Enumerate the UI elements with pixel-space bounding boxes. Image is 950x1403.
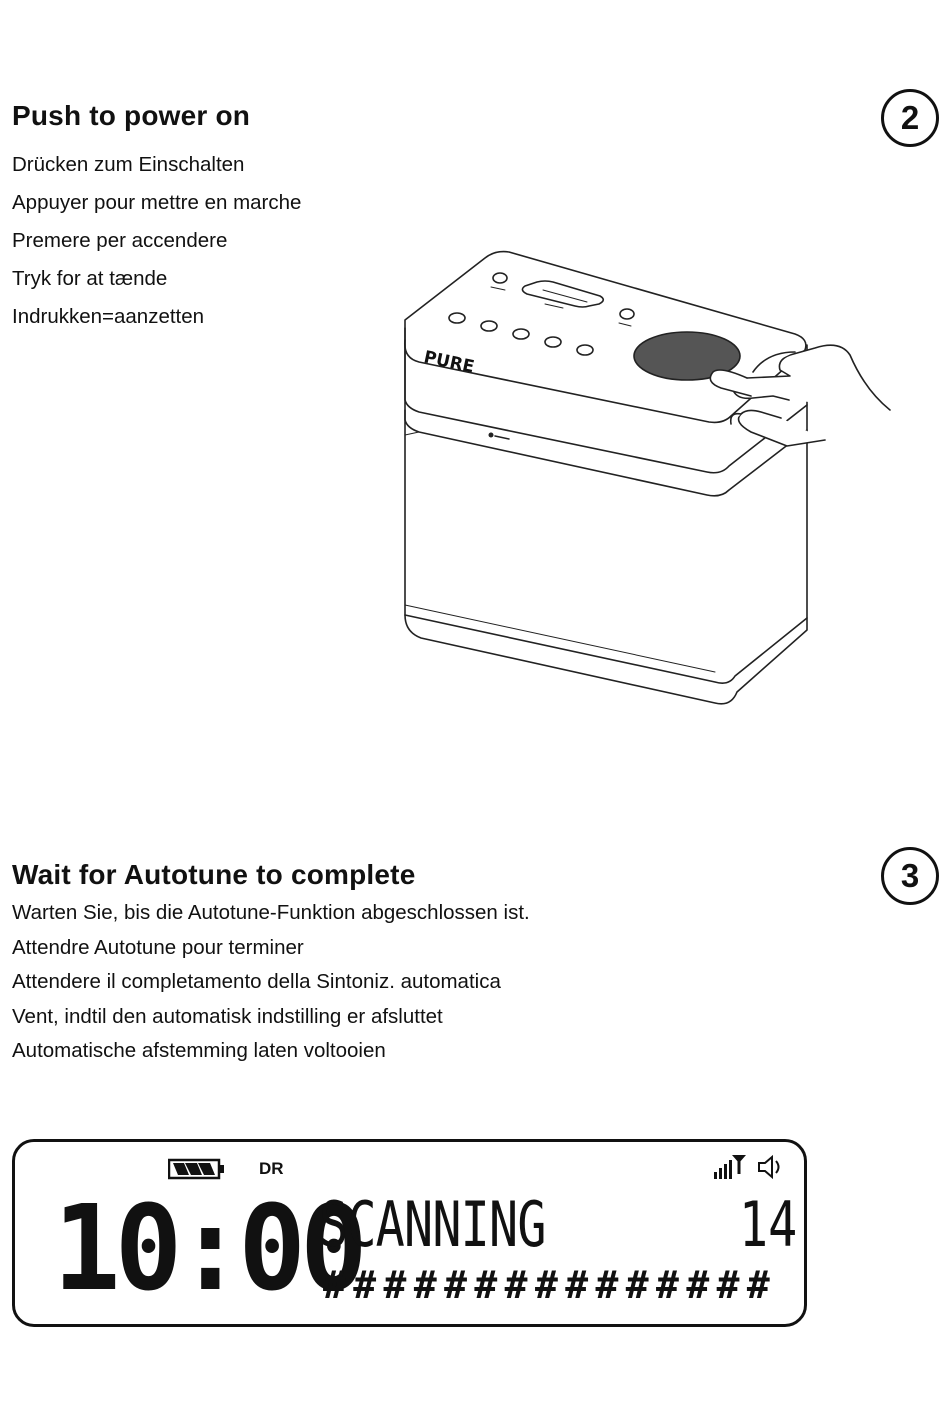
step-2-line-it: Premere per accendere bbox=[12, 229, 228, 252]
step-3-line-it: Attendere il completamento della Sintoniz. automatica bbox=[12, 970, 501, 993]
step-2-line-da: Tryk for at tænde bbox=[12, 267, 168, 290]
radio-illustration bbox=[395, 240, 895, 710]
speaker-icon bbox=[757, 1154, 785, 1180]
step-3-number: 3 bbox=[881, 847, 939, 905]
step-3-translations bbox=[12, 896, 530, 1069]
step-2-translations bbox=[12, 146, 301, 336]
lcd-status-text: SCANNING bbox=[319, 1188, 546, 1261]
step-2-title: Push to power on bbox=[12, 100, 251, 131]
lcd-time: 10:00 bbox=[53, 1179, 362, 1317]
antenna-icon bbox=[731, 1152, 747, 1176]
step-2-line-nl: Indrukken=aanzetten bbox=[12, 305, 205, 328]
step-2-line-fr: Appuyer pour mettre en marche bbox=[12, 191, 302, 214]
lcd-display bbox=[12, 1139, 807, 1327]
step-2-line-de: Drücken zum Einschalten bbox=[12, 153, 245, 176]
radio-brand-logo: PURE bbox=[421, 347, 476, 378]
lcd-station-count: 14 bbox=[739, 1188, 798, 1261]
step-3-title: Wait for Autotune to complete bbox=[12, 859, 416, 890]
lcd-mode-label: DR bbox=[259, 1159, 284, 1178]
battery-icon bbox=[168, 1158, 226, 1180]
step-2-number: 2 bbox=[881, 89, 939, 147]
lcd-segment-row: ############### bbox=[323, 1263, 778, 1307]
step-3-line-de: Warten Sie, bis die Autotune-Funktion abgeschlossen ist. bbox=[12, 901, 530, 924]
step-3-line-nl: Automatische afstemming laten voltooien bbox=[12, 1039, 386, 1062]
step-3-line-fr: Attendre Autotune pour terminer bbox=[12, 935, 304, 959]
step-3-line-da: Vent, indtil den automatisk indstilling er afsluttet bbox=[12, 1004, 443, 1028]
